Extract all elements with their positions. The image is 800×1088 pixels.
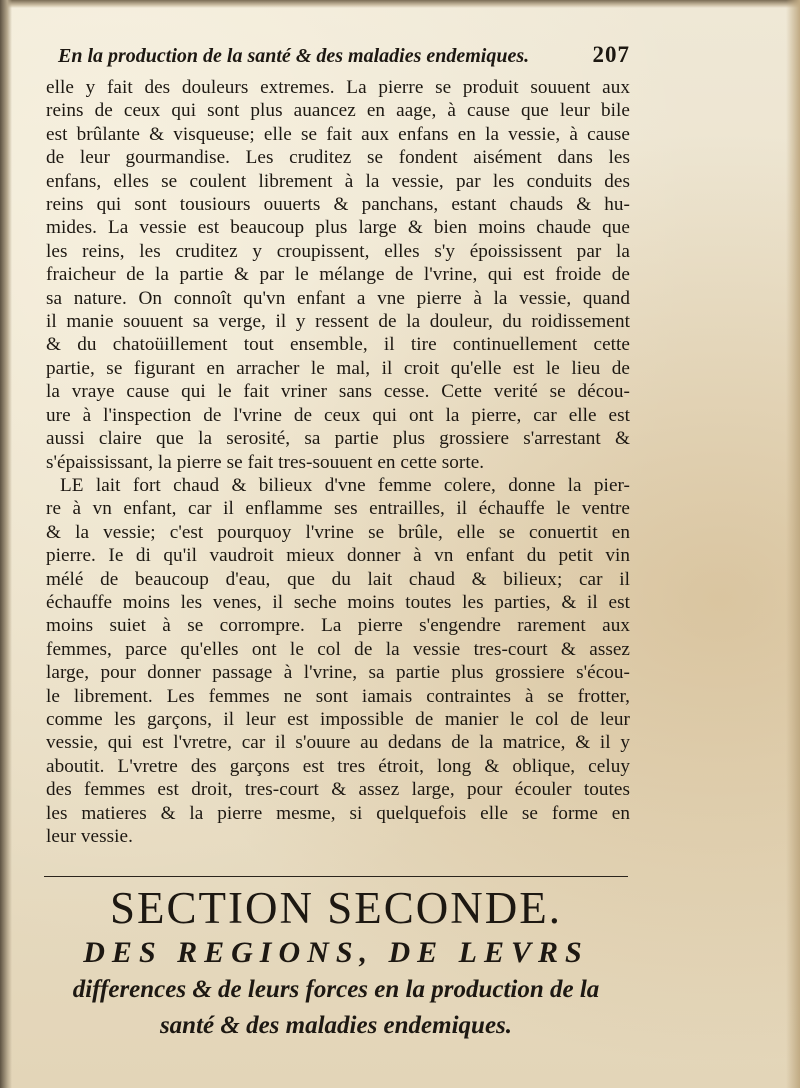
section-subtitle-line-2: differences & de leurs forces en la production de la — [72, 976, 600, 1003]
text-line: sa nature. On connoît qu'vn enfant a vne pierre à la vessie, quand — [46, 287, 630, 309]
text-line: LE lait fort chaud & bilieux d'vne femme colere, donne la pier- — [60, 474, 630, 496]
text-line: il manie souuent sa verge, il y ressent de la douleur, du roidissement — [46, 311, 630, 333]
text-line: des femmes est droit, tres-court & assez large, pour écouler toutes — [46, 779, 630, 801]
text-line: s'épaississant, la pierre se fait tres-souuent en cette sorte. — [46, 451, 485, 473]
section-title: SECTION SECONDE. — [109, 883, 562, 933]
body-text — [46, 76, 630, 848]
running-title: En la production de la santé & des maladies endemiques. — [58, 45, 530, 67]
text-line: les reins, les cruditez y croupissent, elles s'y époississent par la — [46, 240, 630, 262]
section-subtitle-line-3: santé & des maladies endemiques. — [159, 1012, 513, 1039]
text-line: comme les garçons, il leur est impossible de manier le col de leur — [46, 708, 630, 730]
section-subtitle — [44, 934, 628, 1044]
text-line: mides. La vessie est beaucoup plus large & bien moins chaude que — [46, 217, 630, 239]
text-line: de leur gourmandise. Les cruditez se fondent aisément dans les — [46, 147, 630, 169]
text-line: fraicheur de la partie & par le mélange de l'vrine, qui est froide de — [46, 264, 630, 286]
text-line: moins suiet à se corrompre. La pierre s'engendre rarement aux — [46, 615, 630, 637]
text-line: aboutit. L'vretre des garçons est tres étroit, long & oblique, celuy — [46, 755, 630, 777]
text-line: pierre. Ie di qu'il vaudroit mieux donner à vn enfant du petit vin — [46, 545, 630, 567]
text-line: femmes, parce qu'elles ont le col de la vessie tres-court & assez — [46, 638, 630, 660]
text-line: & la vessie; c'est pourquoy l'vrine se brûle, elle se conuertit en — [46, 521, 630, 543]
text-line: les matieres & la pierre mesme, si quelquefois elle se forme en — [46, 802, 630, 824]
text-line: re à vn enfant, car il enflamme ses entrailles, il échauffe le ventre — [46, 498, 630, 520]
text-line: mélé de beaucoup d'eau, que du lait chaud & bilieux; car il — [46, 568, 630, 590]
text-line: enfans, elles se coulent librement à la vessie, par les conduits des — [46, 170, 630, 192]
text-line: partie, se figurant en arracher le mal, il croit qu'elle est le lieu de — [46, 357, 630, 379]
text-line: leur vessie. — [46, 826, 133, 847]
text-line: le librement. Les femmes ne sont iamais contraintes à se frotter, — [46, 685, 630, 707]
text-line: reins qui sont tousiours ouuerts & panchans, estant chauds & hu- — [46, 194, 630, 216]
text-line: est brûlante & visqueuse; elle se fait aux enfans en la vessie, à cause — [46, 123, 630, 145]
text-line: échauffe moins les venes, il seche moins toutes les parties, & il est — [46, 591, 630, 613]
text-line: vessie, qui est l'vretre, car il s'ouure au dedans de la matrice, & il y — [46, 732, 630, 754]
text-line: la vraye cause qui le fait vriner sans cesse. Cette verité se décou- — [46, 381, 630, 403]
page-number: 207 — [592, 42, 630, 67]
section-divider-rule — [44, 876, 628, 877]
page-top-edge — [0, 0, 800, 8]
section-subtitle-line-1: DES REGIONS, DE LEVRS — [83, 936, 589, 969]
text-line: elle y fait des douleurs extremes. La pierre se produit souuent aux — [46, 77, 630, 98]
page-binding-edge — [0, 0, 12, 1088]
text-line: ure à l'inspection de l'vrine de ceux qui ont la pierre, car elle est — [46, 404, 630, 426]
text-line: large, pour donner passage à l'vrine, sa partie plus grossiere s'écou- — [46, 662, 630, 684]
text-line: & du chatoüillement tout ensemble, il tire continuellement cette — [46, 334, 630, 356]
running-header — [58, 42, 630, 69]
page-right-edge — [786, 0, 800, 1088]
text-line: reins de ceux qui sont plus auancez en aage, à cause que leur bile — [46, 100, 630, 122]
text-line: aussi claire que la serosité, sa partie plus grossiere s'arrestant & — [46, 428, 630, 450]
